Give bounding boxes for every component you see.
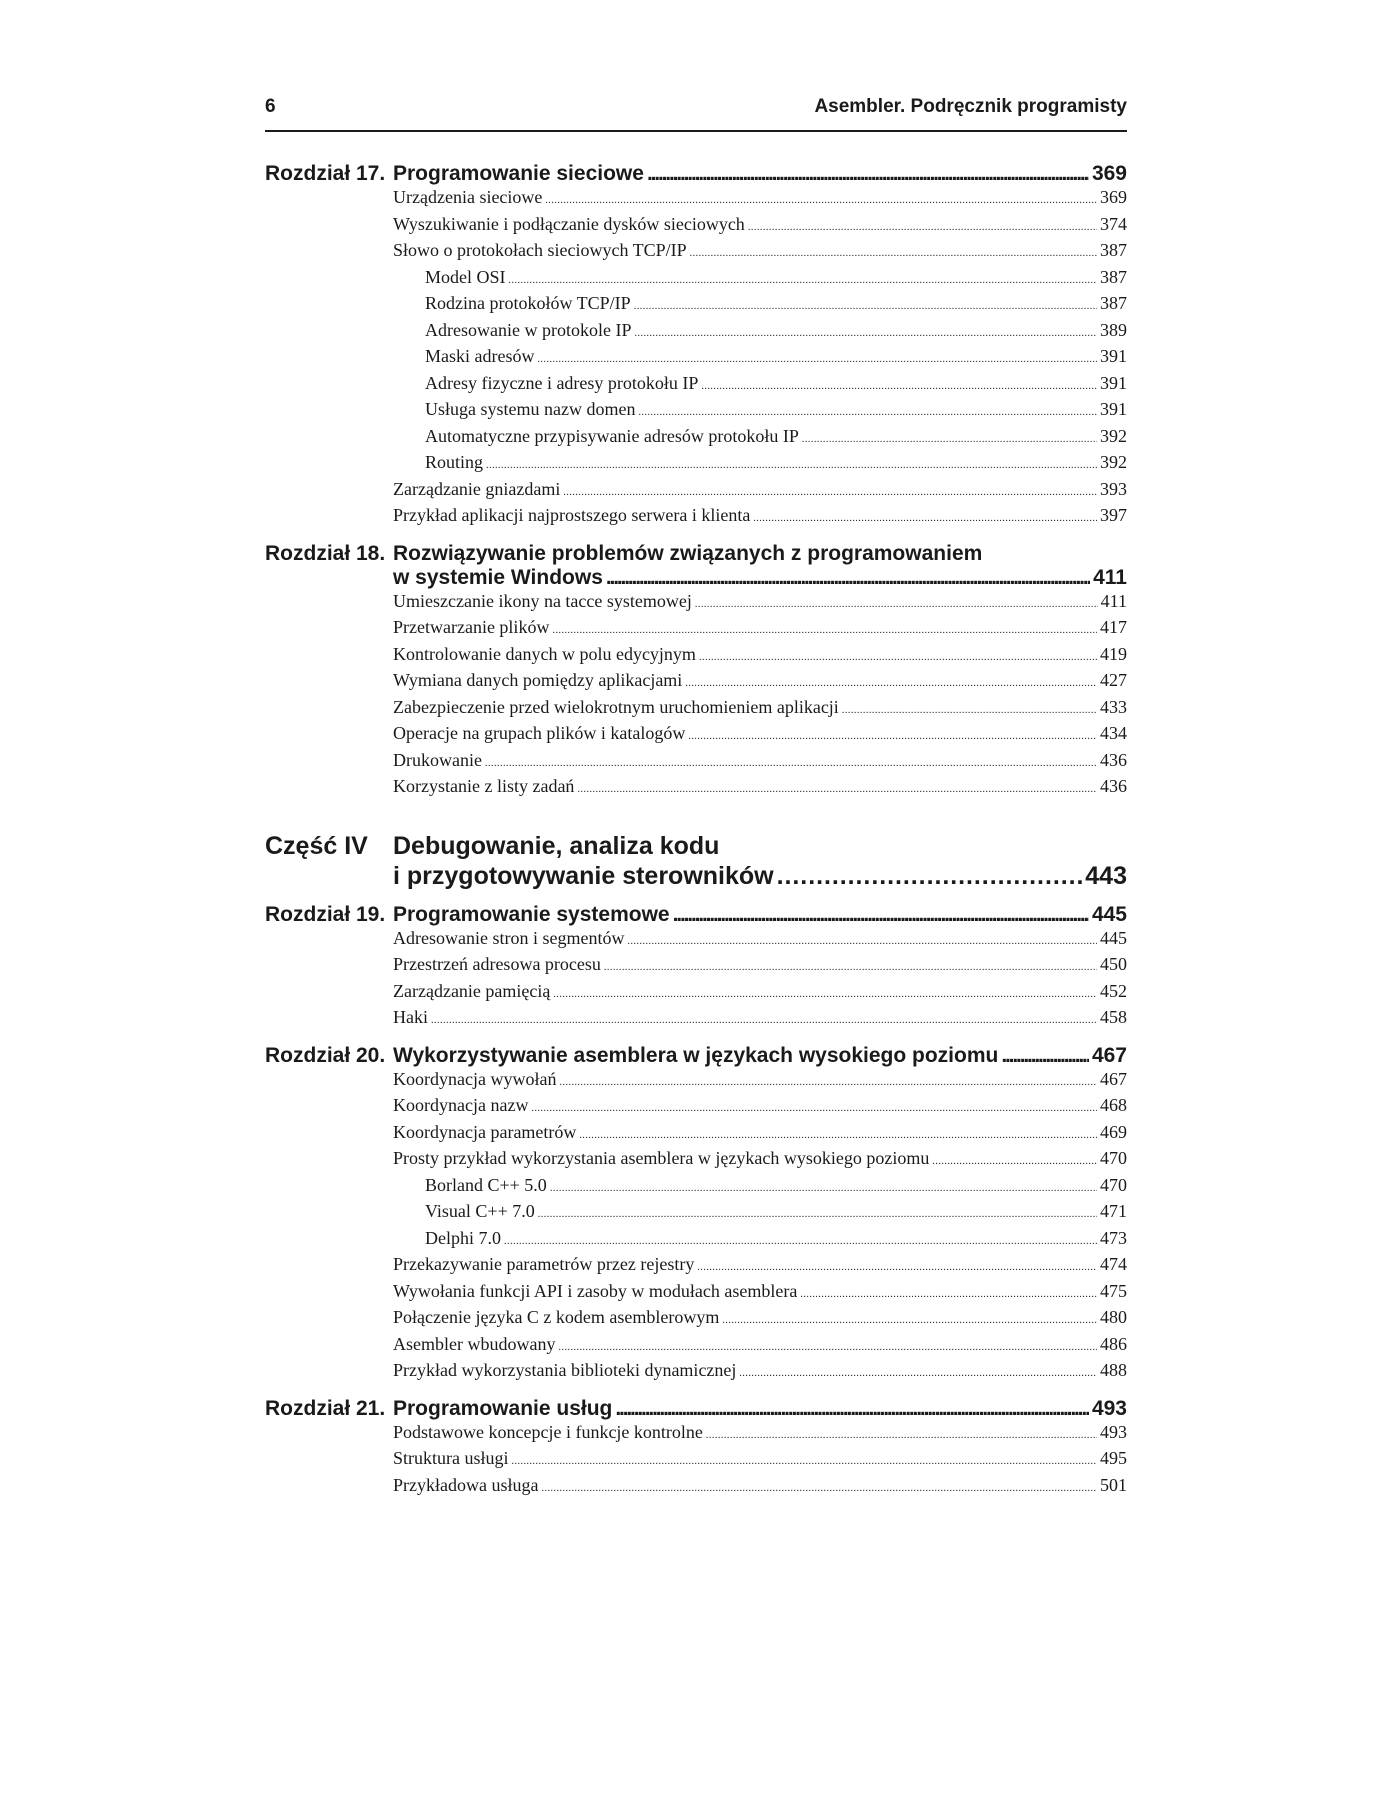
entry-title: Adresowanie stron i segmentów (393, 927, 625, 948)
entry-title: Przetwarzanie plików (393, 617, 550, 637)
toc-entry (393, 1333, 1127, 1360)
toc-entry (393, 590, 1127, 617)
dot-leader (701, 372, 1097, 399)
entry-page: 474 (1100, 1254, 1127, 1274)
entry-page: 493 (1100, 1421, 1127, 1442)
entry-page: 480 (1100, 1307, 1127, 1327)
part-heading (265, 831, 1127, 891)
entry-title: Koordynacja parametrów (393, 1121, 577, 1142)
toc-entry (393, 292, 1127, 319)
entry-title: Routing (425, 452, 484, 472)
entry-page: 411 (1100, 590, 1127, 611)
toc-entry (393, 319, 1127, 346)
chapter-label: Rozdział 20. (265, 1043, 386, 1067)
entry-title: Przestrzeń adresowa procesu (393, 954, 601, 974)
toc-entry (393, 616, 1127, 643)
entry-title: Maski adresów (425, 346, 535, 366)
dot-leader (545, 186, 1097, 213)
entry-page: 471 (1100, 1201, 1127, 1221)
toc-entry (393, 398, 1127, 425)
entry-title: Korzystanie z listy zadań (393, 776, 575, 796)
entry-page: 391 (1100, 346, 1127, 366)
entry-page: 488 (1100, 1360, 1127, 1380)
dot-leader (1001, 1044, 1089, 1068)
toc-entry (393, 186, 1127, 213)
chapter-title-text: Programowanie sieciowe (393, 162, 644, 185)
dot-leader (647, 162, 1089, 186)
dot-leader (558, 1333, 1097, 1360)
table-of-contents (265, 162, 1127, 1511)
entry-page: 393 (1100, 478, 1127, 499)
dot-leader (550, 1174, 1097, 1201)
entry-title: Automatyczne przypisywanie adresów protokołu IP (425, 425, 799, 446)
dot-leader (753, 504, 1097, 531)
dot-leader (563, 478, 1097, 505)
dot-leader (802, 425, 1097, 452)
toc-entry (393, 1121, 1127, 1148)
entry-page: 467 (1100, 1068, 1127, 1089)
toc-entry (393, 722, 1127, 749)
entry-title: Wywołania funkcji API i zasoby w modułach asemblera (393, 1280, 798, 1301)
part-title (393, 831, 1127, 891)
entry-page: 475 (1100, 1280, 1127, 1301)
entry-title: Borland C++ 5.0 (425, 1174, 547, 1195)
toc-entry (393, 1474, 1127, 1501)
dot-leader (695, 590, 1098, 617)
entry-title: Koordynacja wywołań (393, 1068, 557, 1089)
entry-page: 392 (1100, 425, 1127, 446)
dot-leader (748, 213, 1097, 240)
chapter (265, 1397, 1127, 1501)
toc-entry (393, 1200, 1127, 1227)
dot-leader (504, 1227, 1097, 1254)
chapter-title (393, 1397, 1127, 1421)
chapter-title-text: Programowanie systemowe (393, 902, 670, 926)
entry-page: 369 (1100, 187, 1127, 207)
chapter-page: 411 (1093, 565, 1127, 589)
toc-entry (393, 669, 1127, 696)
page-header (265, 96, 1127, 132)
part-title-text: i przygotowywanie sterowników (393, 861, 774, 890)
entry-page: 419 (1100, 643, 1127, 664)
dot-leader (512, 1447, 1098, 1474)
chapter-body (393, 1044, 1127, 1386)
chapters-group-a (265, 162, 1127, 802)
dot-leader (552, 616, 1097, 643)
running-title: Asembler. Podręcznik programisty (814, 96, 1127, 117)
entry-page: 387 (1100, 240, 1127, 260)
toc-entry (393, 980, 1127, 1007)
chapter-page: 493 (1091, 1396, 1127, 1420)
chapter-title (393, 566, 1127, 590)
dot-leader (537, 345, 1097, 372)
entry-title: Zabezpieczenie przed wielokrotnym uruchomieniem aplikacji (393, 696, 839, 717)
dot-leader (541, 1474, 1097, 1501)
chapter-title-text: Programowanie usług (393, 1396, 613, 1420)
chapter (265, 162, 1127, 531)
dot-leader (559, 1068, 1097, 1095)
entry-page: 387 (1100, 293, 1127, 313)
entry-title: Adresowanie w protokole IP (425, 319, 632, 340)
toc-entry (393, 425, 1127, 452)
dot-leader (722, 1306, 1097, 1333)
chapter-label: Rozdział 17. (265, 162, 386, 185)
toc-entry (393, 478, 1127, 505)
toc-entry (393, 1306, 1127, 1333)
dot-leader (932, 1147, 1097, 1174)
entry-page: 450 (1100, 954, 1127, 974)
entry-page: 468 (1100, 1095, 1127, 1115)
entry-page: 436 (1100, 776, 1127, 796)
entry-page: 387 (1100, 266, 1127, 287)
entry-title: Słowo o protokołach sieciowych TCP/IP (393, 240, 687, 260)
dot-leader (531, 1094, 1097, 1121)
entry-title: Wymiana danych pomiędzy aplikacjami (393, 670, 683, 690)
entry-page: 501 (1100, 1474, 1127, 1495)
part-page: 443 (1085, 861, 1127, 890)
dot-leader (690, 239, 1097, 266)
entry-title: Przykład aplikacji najprostszego serwera i klienta (393, 505, 751, 525)
part-title-last-line (393, 861, 1127, 891)
chapter (265, 1044, 1127, 1386)
chapter-title (393, 903, 1127, 927)
chapter-body (393, 903, 1127, 1033)
entry-title: Struktura usługi (393, 1448, 509, 1468)
chapter-page: 369 (1091, 162, 1127, 185)
chapter-body (393, 1397, 1127, 1501)
entry-page: 374 (1100, 213, 1127, 234)
chapter (265, 542, 1127, 802)
entry-page: 427 (1100, 670, 1127, 690)
dot-leader (627, 927, 1097, 954)
toc-entry (393, 1447, 1127, 1474)
dot-leader (486, 451, 1097, 478)
part-title-line: Debugowanie, analiza kodu (393, 831, 720, 860)
entry-page: 391 (1100, 372, 1127, 393)
entry-title: Prosty przykład wykorzystania asemblera w językach wysokiego poziomu (393, 1148, 930, 1168)
chapter-title-line: Rozwiązywanie problemów związanych z programowaniem (393, 541, 983, 565)
dot-leader (697, 1253, 1097, 1280)
chapter-title (393, 162, 1127, 186)
toc-entry (393, 643, 1127, 670)
dot-leader (800, 1280, 1097, 1307)
entry-page: 391 (1100, 399, 1127, 419)
entry-title: Koordynacja nazw (393, 1095, 529, 1115)
chapter-title-text: w systemie Windows (393, 565, 603, 589)
entry-title: Podstawowe koncepcje i funkcje kontrolne (393, 1421, 703, 1442)
dot-leader (699, 643, 1097, 670)
entry-page: 470 (1100, 1174, 1127, 1195)
entry-title: Umieszczanie ikony na tacce systemowej (393, 590, 692, 611)
entry-title: Zarządzanie pamięcią (393, 980, 551, 1001)
toc-entry (393, 953, 1127, 980)
dot-leader (739, 1359, 1097, 1386)
dot-leader (431, 1006, 1097, 1033)
entry-title: Visual C++ 7.0 (425, 1201, 535, 1221)
toc-entry (393, 372, 1127, 399)
dot-leader (842, 696, 1097, 723)
chapter (265, 903, 1127, 1033)
dot-leader (638, 398, 1097, 425)
dot-leader (604, 953, 1097, 980)
toc-entry (393, 1227, 1127, 1254)
entry-title: Asembler wbudowany (393, 1333, 556, 1354)
dot-leader (538, 1200, 1097, 1227)
entry-page: 470 (1100, 1148, 1127, 1168)
part-label: Część IV (265, 831, 368, 860)
toc-entry (393, 927, 1127, 954)
entry-title: Przekazywanie parametrów przez rejestry (393, 1254, 695, 1274)
dot-leader (606, 566, 1090, 590)
entry-page: 458 (1100, 1007, 1127, 1027)
entry-title: Haki (393, 1007, 428, 1027)
entry-page: 434 (1100, 723, 1127, 743)
dot-leader (577, 775, 1097, 802)
entry-title: Usługa systemu nazw domen (425, 399, 636, 419)
dot-leader (485, 749, 1097, 776)
toc-entry (393, 1280, 1127, 1307)
entry-page: 397 (1100, 505, 1127, 525)
entry-page: 469 (1100, 1121, 1127, 1142)
entry-page: 417 (1100, 617, 1127, 637)
page-number: 6 (265, 96, 276, 117)
entry-title: Model OSI (425, 266, 506, 287)
entry-title: Adresy fizyczne i adresy protokołu IP (425, 372, 699, 393)
toc-entry (393, 504, 1127, 531)
entry-page: 436 (1100, 749, 1127, 770)
toc-entry (393, 266, 1127, 293)
dot-leader (706, 1421, 1097, 1448)
chapter-label: Rozdział 19. (265, 902, 386, 926)
entry-title: Kontrolowanie danych w polu edycyjnym (393, 643, 696, 664)
entry-page: 495 (1100, 1448, 1127, 1468)
toc-entry (393, 696, 1127, 723)
toc-entry (393, 1006, 1127, 1033)
dot-leader (634, 319, 1097, 346)
toc-entry (393, 1094, 1127, 1121)
dot-leader (688, 722, 1097, 749)
toc-entry (393, 1068, 1127, 1095)
entry-title: Urządzenia sieciowe (393, 187, 543, 207)
entry-page: 433 (1100, 696, 1127, 717)
chapter-label: Rozdział 21. (265, 1396, 386, 1420)
chapter-body (393, 542, 1127, 802)
entry-title: Drukowanie (393, 749, 482, 770)
chapters-group-b (265, 903, 1127, 1501)
toc-entry (393, 1359, 1127, 1386)
dot-leader (615, 1397, 1089, 1421)
entry-title: Przykładowa usługa (393, 1474, 539, 1495)
dot-leader (685, 669, 1097, 696)
toc-entry (393, 239, 1127, 266)
toc-entry (393, 775, 1127, 802)
dot-leader (509, 266, 1098, 293)
entry-title: Przykład wykorzystania biblioteki dynamicznej (393, 1360, 737, 1380)
dot-leader (777, 861, 1083, 891)
toc-entry (393, 749, 1127, 776)
entry-title: Rodzina protokołów TCP/IP (425, 293, 631, 313)
entry-page: 445 (1100, 927, 1127, 948)
dot-leader (673, 903, 1089, 927)
entry-page: 452 (1100, 980, 1127, 1001)
entry-title: Połączenie języka C z kodem asemblerowym (393, 1307, 720, 1327)
entry-page: 473 (1100, 1227, 1127, 1248)
dot-leader (579, 1121, 1097, 1148)
chapter-body (393, 162, 1127, 531)
toc-entry (393, 1147, 1127, 1174)
entry-title: Zarządzanie gniazdami (393, 478, 561, 499)
entry-title: Wyszukiwanie i podłączanie dysków sieciowych (393, 213, 745, 234)
entry-page: 392 (1100, 452, 1127, 472)
toc-entry (393, 1253, 1127, 1280)
entry-title: Operacje na grupach plików i katalogów (393, 723, 686, 743)
chapter-page: 445 (1091, 902, 1127, 926)
toc-entry (393, 451, 1127, 478)
chapter-label: Rozdział 18. (265, 541, 386, 565)
chapter-title (393, 1044, 1127, 1068)
toc-entry (393, 1174, 1127, 1201)
chapter-title-text: Wykorzystywanie asemblera w językach wysokiego poziomu (393, 1043, 999, 1067)
toc-entry (393, 1421, 1127, 1448)
toc-entry (393, 213, 1127, 240)
chapter-page: 467 (1091, 1043, 1127, 1067)
toc-entry (393, 345, 1127, 372)
dot-leader (634, 292, 1097, 319)
dot-leader (553, 980, 1097, 1007)
entry-title: Delphi 7.0 (425, 1227, 501, 1248)
entry-page: 486 (1100, 1333, 1127, 1354)
entry-page: 389 (1100, 319, 1127, 340)
